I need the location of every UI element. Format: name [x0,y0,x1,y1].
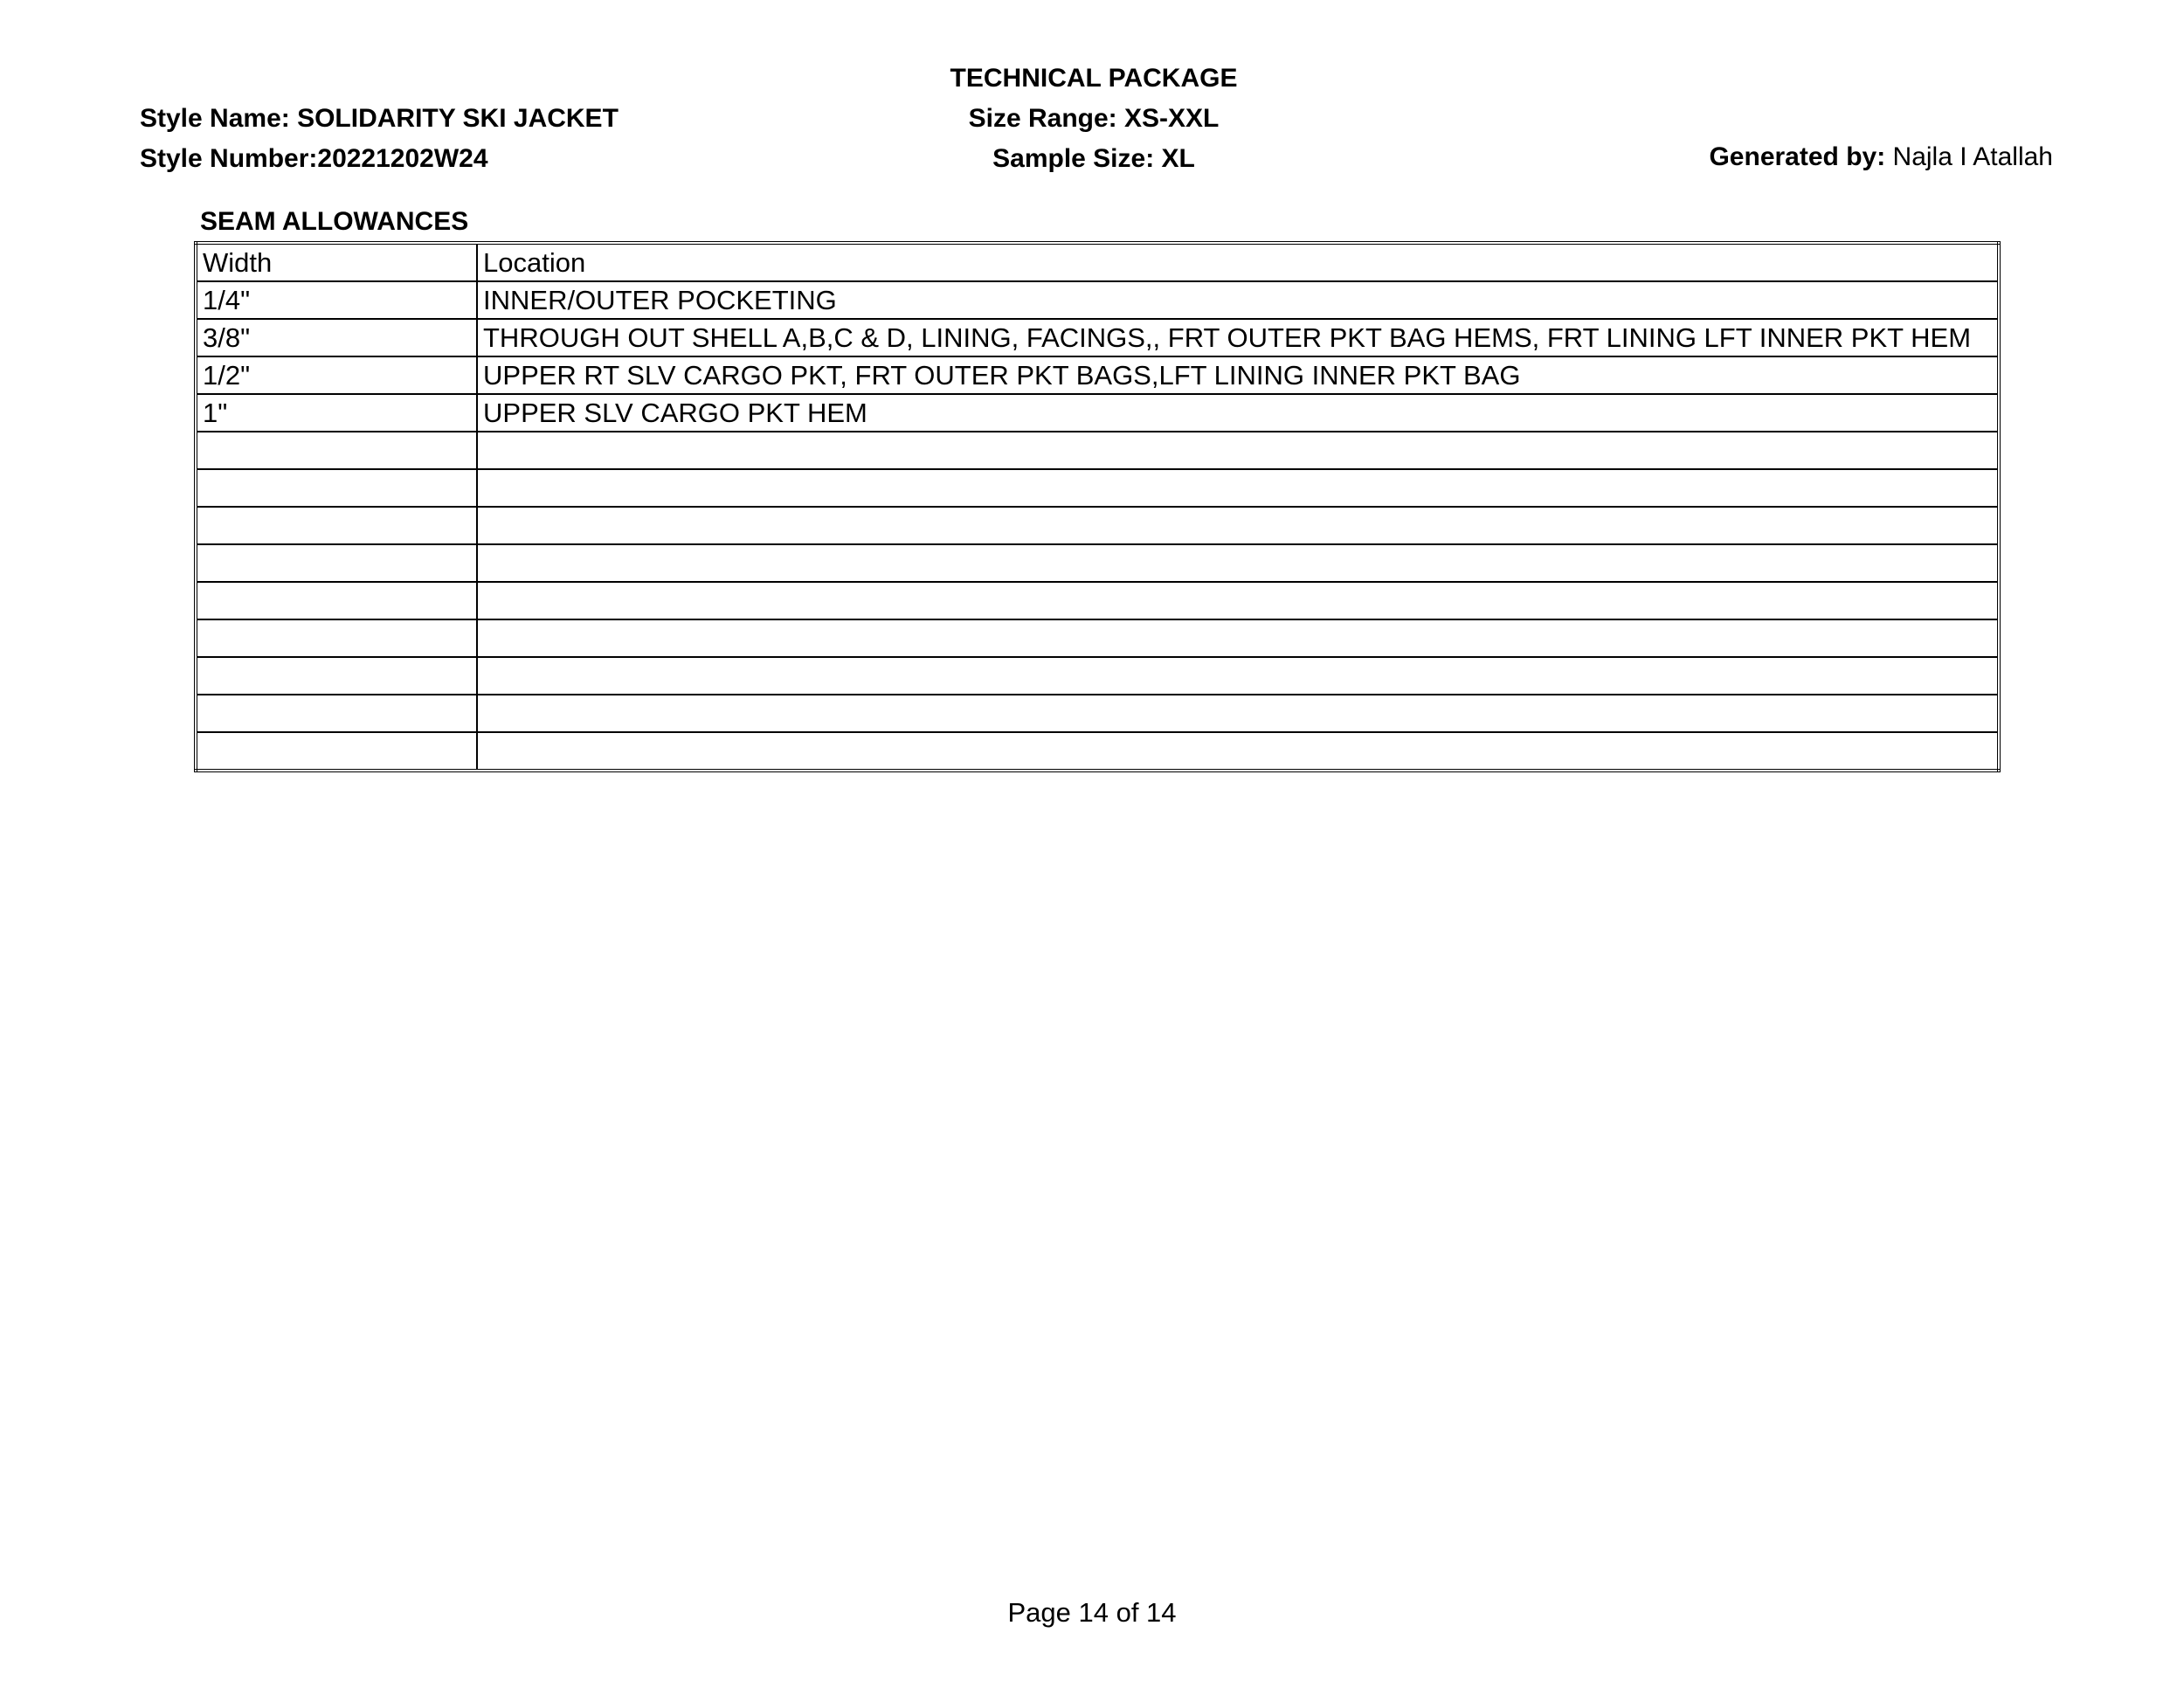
table-row [196,394,1999,432]
table-row [196,619,1999,657]
size-range: Size Range: XS-XXL [968,104,1220,133]
table-row [196,319,1999,356]
style-name: Style Name: SOLIDARITY SKI JACKET [140,104,619,133]
table-row [196,544,1999,582]
style-number: Style Number:20221202W24 [140,144,488,173]
cell-width [196,469,477,507]
cell-width: 1/4" [196,281,477,319]
cell-location: INNER/OUTER POCKETING [477,281,1999,319]
generated-by-value: Najla I Atallah [1892,142,2053,171]
cell-width [196,657,477,695]
table-row [196,507,1999,544]
section-title: SEAM ALLOWANCES [200,207,469,236]
table-row [196,356,1999,394]
table-row [196,281,1999,319]
page-number: Page 14 of 14 [1007,1597,1177,1628]
cell-width: 1/2" [196,356,477,394]
cell-location [477,732,1999,771]
cell-location: THROUGH OUT SHELL A,B,C & D, LINING, FACINGS,, FRT OUTER PKT BAG HEMS, FRT LINING LFT INNER PKT HEM [477,319,1999,356]
cell-location [477,544,1999,582]
cell-width [196,732,477,771]
table-row [196,469,1999,507]
cell-width [196,544,477,582]
table-row [196,732,1999,771]
cell-location [477,619,1999,657]
cell-location [477,582,1999,619]
cell-location [477,507,1999,544]
cell-location: UPPER SLV CARGO PKT HEM [477,394,1999,432]
cell-width [196,619,477,657]
cell-location [477,432,1999,469]
cell-width [196,695,477,732]
seam-allowances-table [194,241,2001,772]
table-header-row [196,243,1999,281]
cell-width: 3/8" [196,319,477,356]
table-row [196,432,1999,469]
sample-size: Sample Size: XL [992,144,1195,173]
cell-width: 1" [196,394,477,432]
cell-width [196,507,477,544]
cell-width [196,582,477,619]
header-location: Location [477,243,1999,281]
cell-location [477,469,1999,507]
table-row [196,582,1999,619]
generated-by-label: Generated by: [1709,142,1886,171]
cell-location: UPPER RT SLV CARGO PKT, FRT OUTER PKT BAGS,LFT LINING INNER PKT BAG [477,356,1999,394]
cell-location [477,695,1999,732]
cell-location [477,657,1999,695]
doc-title: TECHNICAL PACKAGE [950,64,1238,93]
cell-width [196,432,477,469]
table-row [196,695,1999,732]
header-width: Width [196,243,477,281]
generated-by [1709,140,2053,175]
table-row [196,657,1999,695]
